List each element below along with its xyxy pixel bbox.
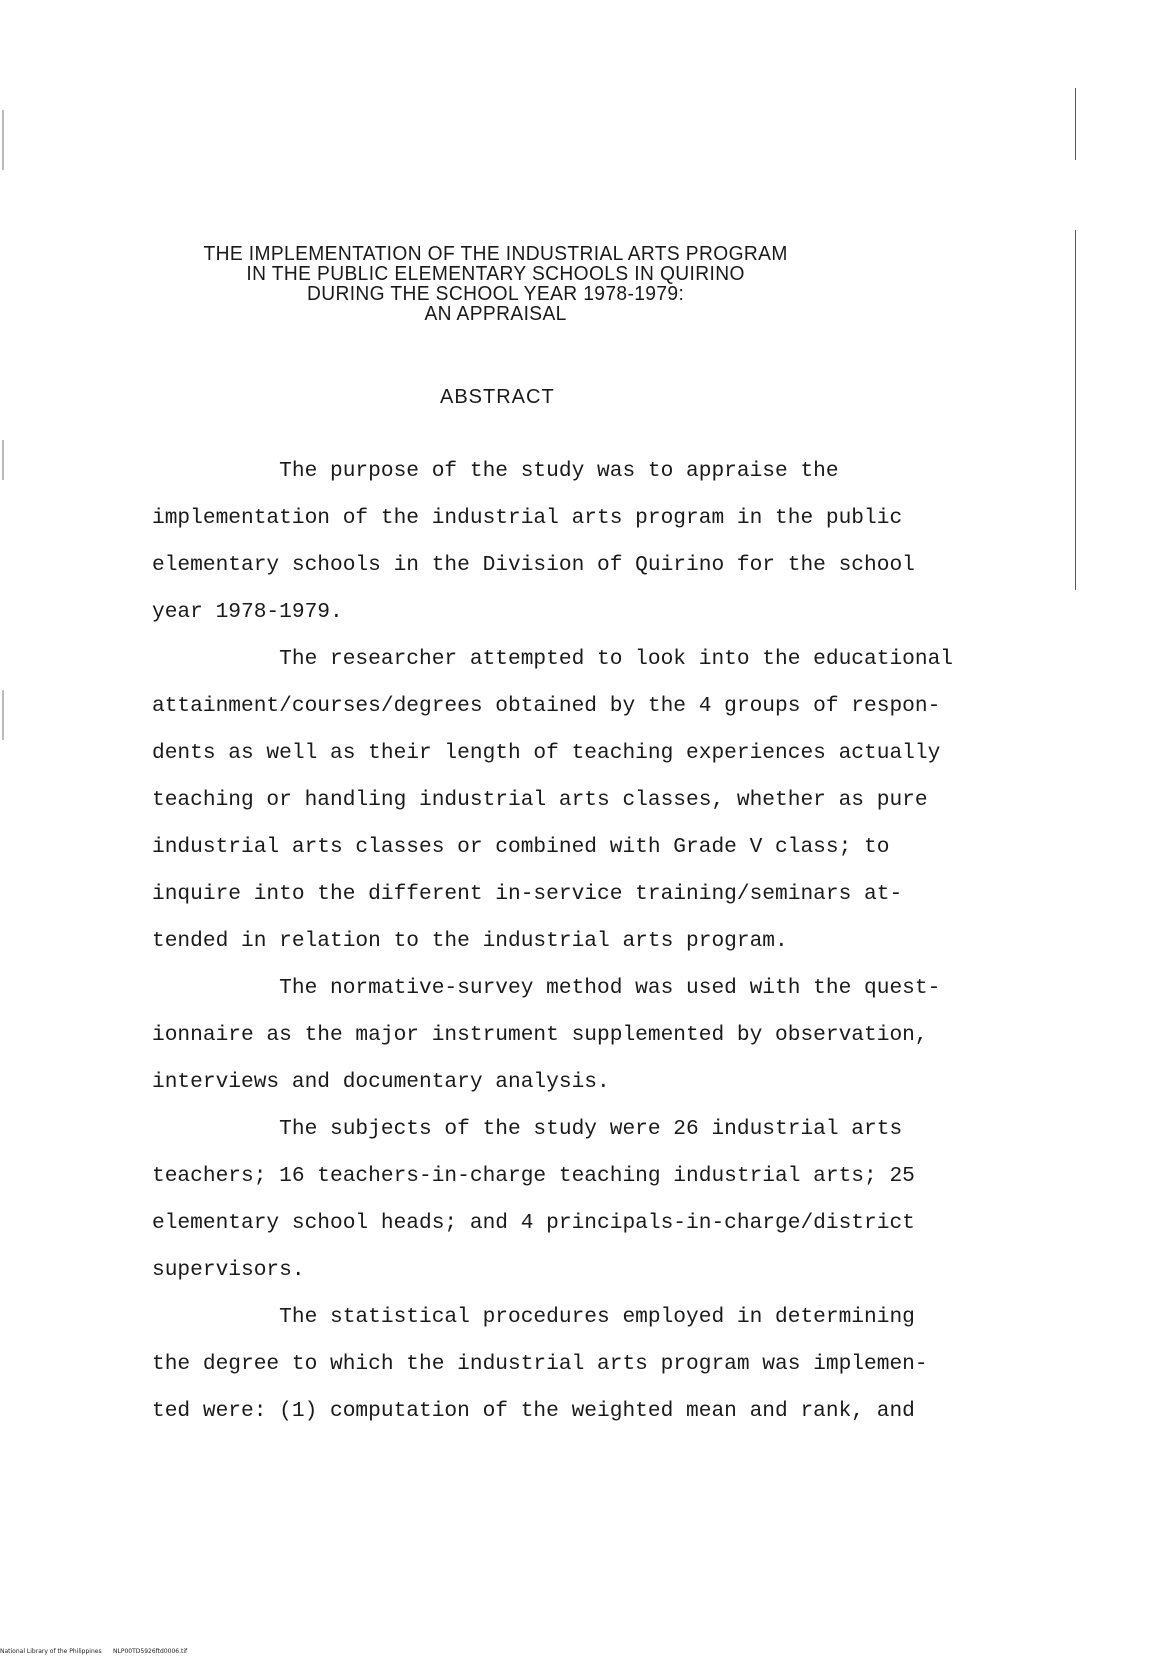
body-line: interviews and documentary analysis. bbox=[152, 1070, 610, 1094]
title-line: IN THE PUBLIC ELEMENTARY SCHOOLS IN QUIRINO bbox=[246, 263, 745, 285]
body-line: inquire into the different in-service training/seminars at- bbox=[152, 882, 903, 906]
title-line: DURING THE SCHOOL YEAR 1978-1979: bbox=[306, 283, 685, 305]
body-line: The statistical procedures employed in determining bbox=[152, 1305, 915, 1329]
body-line: The researcher attempted to look into the educational bbox=[152, 647, 954, 671]
body-line: The purpose of the study was to appraise the bbox=[152, 459, 839, 483]
footer-library: National Library of the Philippines bbox=[0, 1648, 102, 1655]
scan-footer bbox=[0, 1648, 187, 1655]
body-line: elementary school heads; and 4 principals-in-charge/district bbox=[152, 1211, 915, 1235]
body-line: ted were: (1) computation of the weighted mean and rank, and bbox=[152, 1399, 915, 1423]
scan-edge-speck bbox=[2, 440, 4, 480]
body-line: dents as well as their length of teaching experiences actually bbox=[152, 741, 941, 765]
body-line: supervisors. bbox=[152, 1258, 305, 1282]
document-title bbox=[150, 244, 841, 324]
abstract-heading: ABSTRACT bbox=[440, 386, 555, 408]
body-line: teachers; 16 teachers-in-charge teaching industrial arts; 25 bbox=[152, 1164, 915, 1188]
body-line: industrial arts classes or combined with Grade V class; to bbox=[152, 835, 890, 859]
abstract-body bbox=[152, 448, 1022, 1435]
body-line: The normative-survey method was used with the quest- bbox=[152, 976, 941, 1000]
body-line: The subjects of the study were 26 industrial arts bbox=[152, 1117, 903, 1141]
scan-edge-line bbox=[1075, 88, 1076, 160]
scan-edge-line bbox=[1075, 230, 1076, 590]
footer-file: NLP00TD5926ftd0006.tif bbox=[113, 1648, 188, 1655]
scan-edge-speck bbox=[2, 110, 4, 170]
body-line: attainment/courses/degrees obtained by the 4 groups of respon- bbox=[152, 694, 941, 718]
title-line: AN APPRAISAL bbox=[424, 303, 567, 325]
body-line: teaching or handling industrial arts classes, whether as pure bbox=[152, 788, 928, 812]
body-line: tended in relation to the industrial arts program. bbox=[152, 929, 788, 953]
scan-edge-speck bbox=[2, 690, 4, 740]
body-line: year 1978-1979. bbox=[152, 600, 343, 624]
body-line: ionnaire as the major instrument supplemented by observation, bbox=[152, 1023, 928, 1047]
body-line: elementary schools in the Division of Quirino for the school bbox=[152, 553, 915, 577]
body-line: implementation of the industrial arts program in the public bbox=[152, 506, 903, 530]
title-line: THE IMPLEMENTATION OF THE INDUSTRIAL ARTS PROGRAM bbox=[203, 243, 788, 265]
body-line: the degree to which the industrial arts program was implemen- bbox=[152, 1352, 928, 1376]
